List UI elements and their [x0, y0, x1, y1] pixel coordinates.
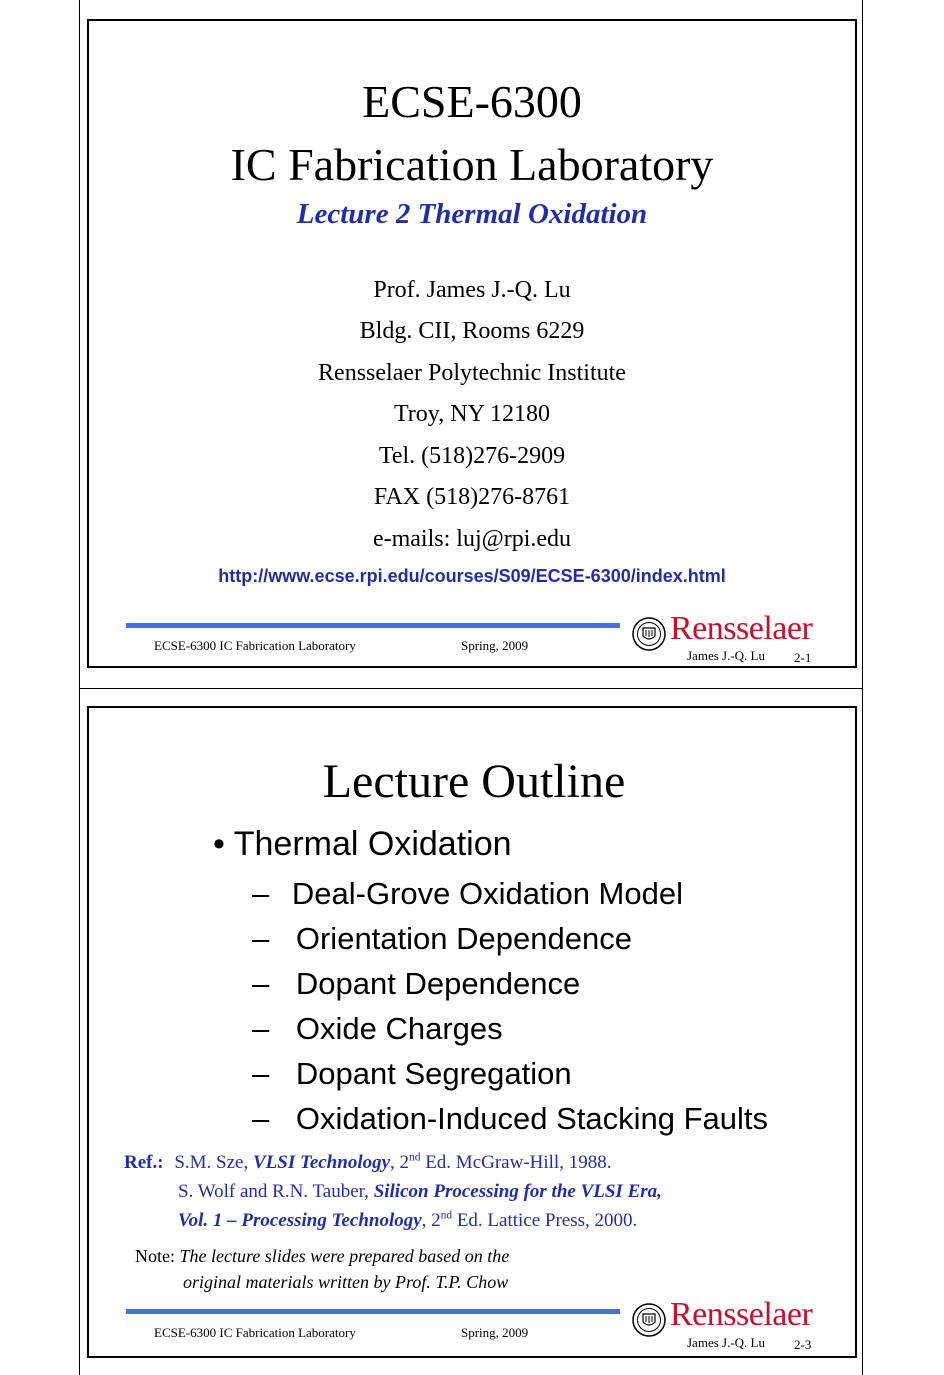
outline-title: Lecture Outline [322, 755, 626, 808]
contact-building: Bldg. CII, Rooms 6229 [359, 318, 585, 344]
reference-edition-suffix: nd [409, 1151, 421, 1164]
reference-publisher: Ed. Lattice Press, 2000. [452, 1210, 638, 1231]
slide-title [87, 19, 857, 668]
reference-label: Ref.: [124, 1152, 164, 1173]
subitem-text: Oxidation-Induced Stacking Faults [295, 1101, 769, 1136]
bullet-marker: • [213, 825, 225, 863]
reference-publisher: Ed. McGraw-Hill, 1988. [420, 1152, 612, 1173]
reference-title: Vol. 1 – Processing Technology [178, 1210, 422, 1231]
note-label: Note: [135, 1246, 180, 1266]
subitem-text: Dopant Segregation [295, 1056, 572, 1091]
reference-author: S.M. Sze, [174, 1152, 253, 1173]
outline-subitem [252, 876, 683, 912]
course-name: IC Fabrication Laboratory [230, 139, 714, 190]
dash-marker: – [252, 921, 270, 956]
course-code: ECSE-6300 [362, 76, 582, 127]
reference-title: Silicon Processing for the VLSI Era, [373, 1181, 662, 1202]
footer-course: ECSE-6300 IC Fabrication Laboratory [154, 1325, 356, 1340]
dash-marker: – [252, 1101, 270, 1136]
reference-edition: , 2 [421, 1210, 441, 1231]
reference-edition-suffix: nd [440, 1209, 453, 1222]
footer-term: Spring, 2009 [461, 638, 529, 653]
contact-institute: Rensselaer Polytechnic Institute [318, 360, 626, 386]
subitem-text: Oxide Charges [295, 1011, 503, 1046]
subitem-text: Deal-Grove Oxidation Model [291, 876, 683, 911]
contact-fax: FAX (518)276-8761 [373, 484, 571, 510]
subitem-text: Dopant Dependence [295, 966, 581, 1001]
slide-number: 2-1 [794, 650, 812, 665]
outline-subitem [252, 1101, 768, 1137]
outline-subitem [252, 921, 632, 957]
reference-author: S. Wolf and R.N. Tauber, [178, 1181, 374, 1202]
lecture-subtitle: Lecture 2 Thermal Oxidation [296, 198, 648, 230]
slide-outline [87, 706, 857, 1358]
contact-email[interactable]: e-mails: luj@rpi.edu [372, 526, 572, 552]
footer-bar [126, 1309, 620, 1314]
dash-marker: – [252, 1011, 270, 1046]
bullet-text: Thermal Oxidation [233, 825, 512, 863]
contact-city: Troy, NY 12180 [393, 401, 551, 427]
course-url-link[interactable]: http://www.ecse.rpi.edu/courses/S09/ECSE-6300/index.html [218, 566, 726, 586]
dash-marker: – [252, 966, 270, 1001]
logo-wordmark: Rensselaer [670, 610, 813, 647]
footer-term: Spring, 2009 [461, 1325, 529, 1340]
reference-line-2 [178, 1181, 662, 1203]
contact-name: Prof. James J.-Q. Lu [373, 277, 571, 303]
subitem-text: Orientation Dependence [295, 921, 632, 956]
slide-number: 2-3 [794, 1337, 812, 1352]
rensselaer-seal-icon [632, 1303, 666, 1337]
footer-author: James J.-Q. Lu [687, 1335, 765, 1350]
footer-bar [126, 623, 620, 628]
page-divider [79, 688, 863, 689]
note-text: original materials written by Prof. T.P. Chow [183, 1272, 509, 1292]
rensselaer-seal-icon [632, 617, 666, 651]
reference-line-3 [178, 1210, 637, 1232]
contact-phone: Tel. (518)276-2909 [378, 443, 566, 469]
reference-line-1 [124, 1152, 611, 1174]
outline-main-bullet [213, 825, 512, 864]
footer-course: ECSE-6300 IC Fabrication Laboratory [154, 638, 356, 653]
outline-subitem [252, 1056, 572, 1092]
note-line-2 [183, 1272, 508, 1293]
footer-author: James J.-Q. Lu [687, 648, 765, 663]
logo-wordmark: Rensselaer [670, 1296, 813, 1333]
dash-marker: – [252, 876, 270, 911]
reference-title: VLSI Technology [252, 1152, 391, 1173]
note-text: The lecture slides were prepared based on the [179, 1246, 510, 1266]
reference-edition: , 2 [390, 1152, 410, 1173]
outline-subitem [252, 966, 580, 1002]
note-line-1 [135, 1246, 509, 1267]
dash-marker: – [252, 1056, 270, 1091]
outline-subitem [252, 1011, 503, 1047]
